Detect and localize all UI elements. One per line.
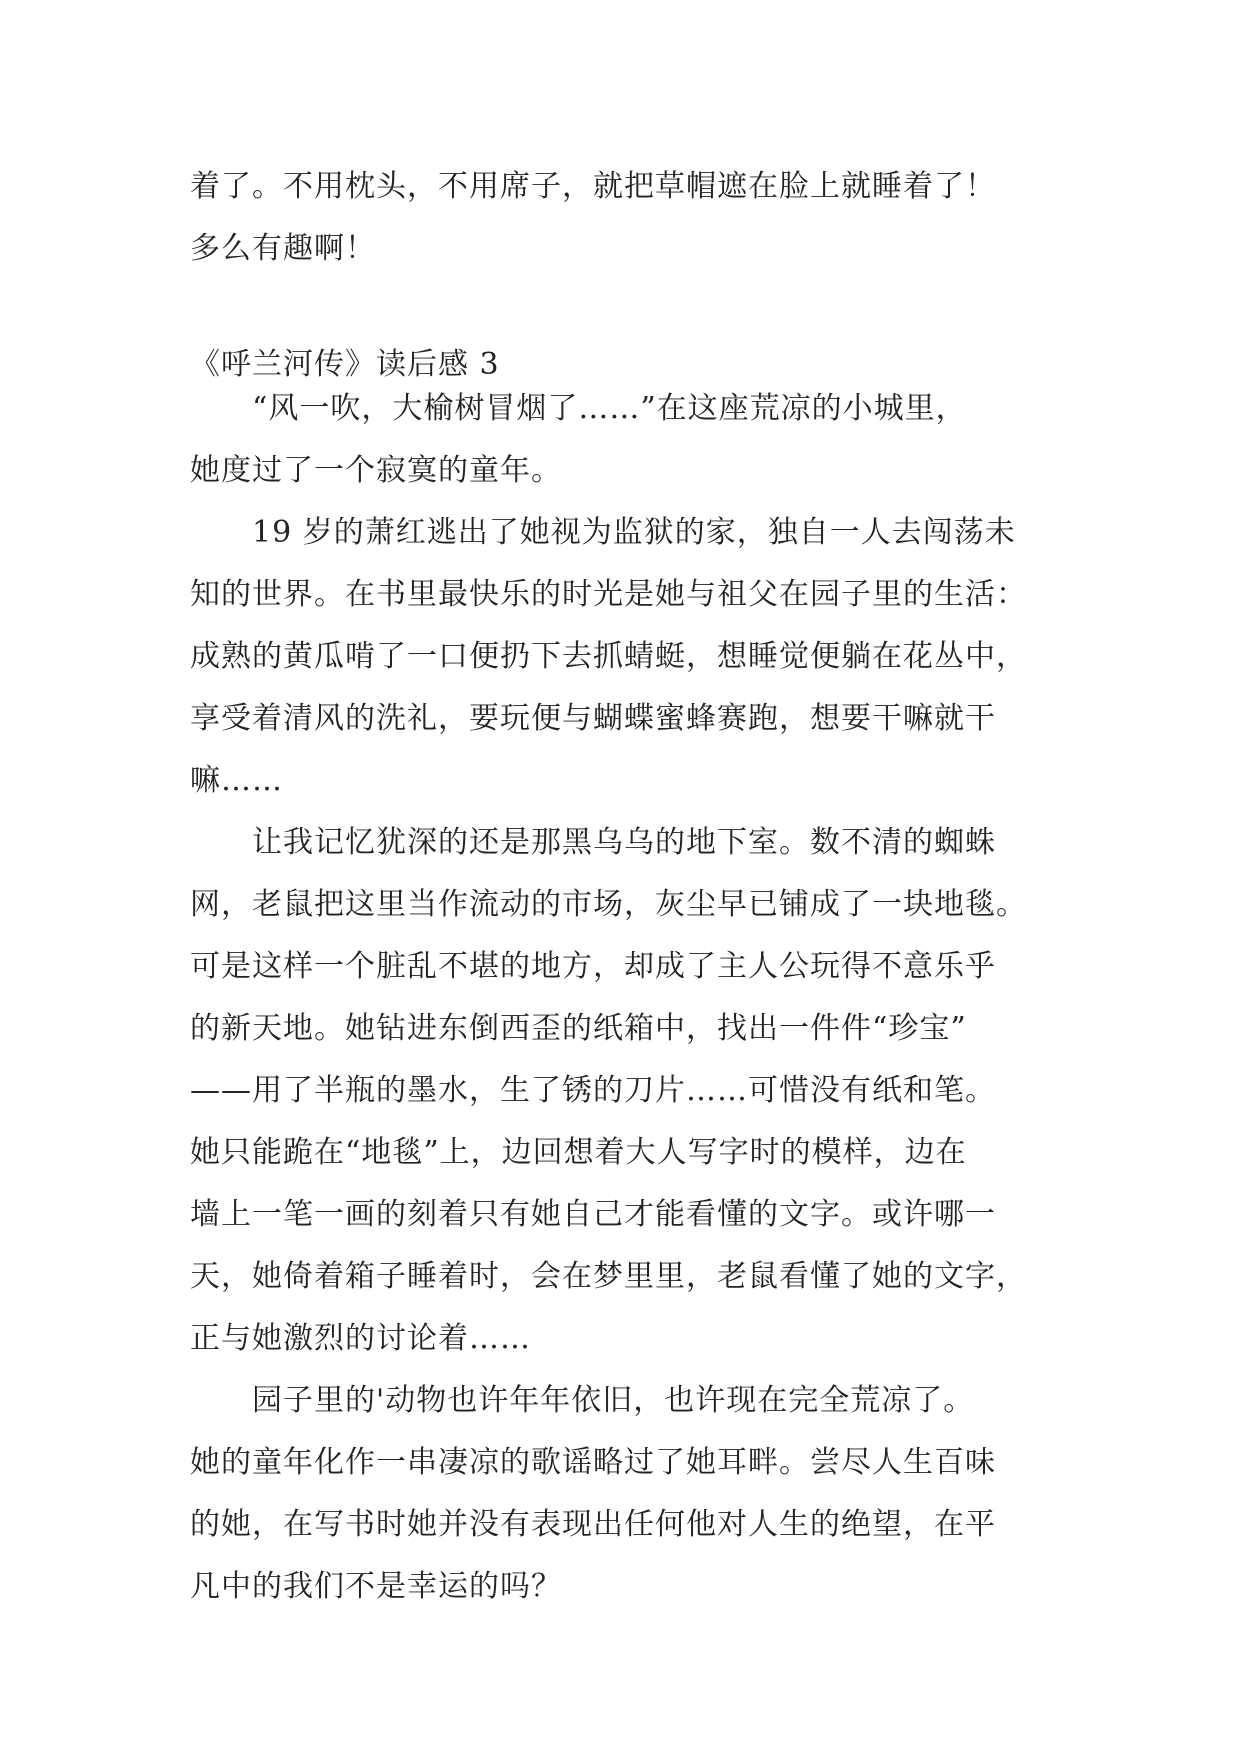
text-line: 19 岁的萧红逃出了她视为监狱的家，独自一人去闯荡未: [190, 515, 1016, 550]
intro-paragraph: [190, 156, 1070, 280]
text-line: 她的童年化作一串凄凉的歌谣略过了她耳畔。尝尽人生百味: [190, 1445, 996, 1480]
text-line: 网，老鼠把这里当作流动的市场，灰尘早已铺成了一块地毯。: [190, 887, 1027, 922]
essay-body: [190, 378, 1070, 1618]
text-line: 让我记忆犹深的还是那黑乌乌的地下室。数不清的蜘蛛: [190, 825, 996, 860]
text-line: 墙上一笔一画的刻着只有她自己才能看懂的文字。或许哪一: [190, 1197, 996, 1232]
text-line: 的她，在写书时她并没有表现出任何他对人生的绝望，在平: [190, 1507, 996, 1542]
text-line: 可是这样一个脏乱不堪的地方，却成了主人公玩得不意乐乎: [190, 949, 996, 984]
text-line: “风一吹，大榆树冒烟了……”在这座荒凉的小城里，: [190, 391, 967, 426]
text-line: 成熟的黄瓜啃了一口便扔下去抓蜻蜓，想睡觉便躺在花丛中，: [190, 639, 1027, 674]
text-line: 嘛……: [190, 763, 283, 798]
text-line: 多么有趣啊！: [190, 231, 376, 266]
text-line: 的新天地。她钻进东倒西歪的纸箱中，找出一件件“珍宝”: [190, 1011, 967, 1046]
text-line: ——用了半瓶的墨水，生了锈的刀片……可惜没有纸和笔。: [190, 1073, 996, 1108]
text-line: 她度过了一个寂寞的童年。: [190, 453, 562, 488]
text-line: 正与她激烈的讨论着……: [190, 1321, 531, 1356]
text-line: 凡中的我们不是幸运的吗？: [190, 1569, 562, 1604]
section-title-text: 《呼兰河传》读后感 3: [190, 347, 500, 382]
text-line: 她只能跪在“地毯”上，边回想着大人写字时的模样，边在: [190, 1135, 967, 1170]
text-line: 园子里的'动物也许年年依旧，也许现在完全荒凉了。: [190, 1383, 975, 1418]
text-line: 享受着清风的洗礼，要玩便与蝴蝶蜜蜂赛跑，想要干嘛就干: [190, 701, 996, 736]
text-line: 知的世界。在书里最快乐的时光是她与祖父在园子里的生活：: [190, 577, 1027, 612]
text-line: 着了。不用枕头，不用席子，就把草帽遮在脸上就睡着了！: [190, 169, 996, 204]
text-line: 天，她倚着箱子睡着时，会在梦里里，老鼠看懂了她的文字，: [190, 1259, 1027, 1294]
